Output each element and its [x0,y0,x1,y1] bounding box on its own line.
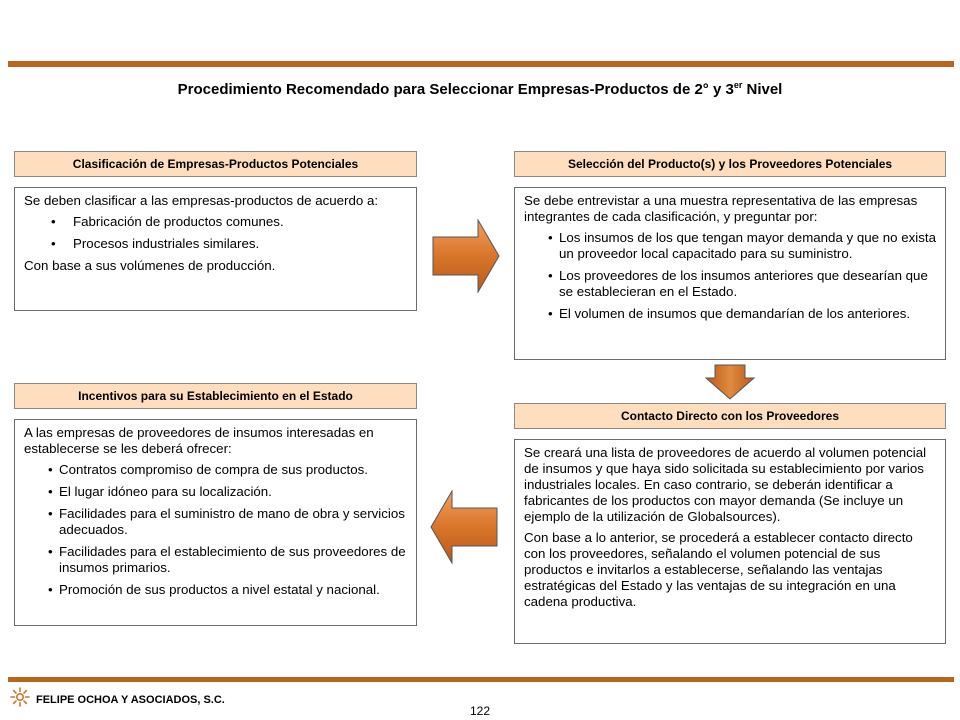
list-item: • Facilidades para el establecimiento de sus proveedores de insumos primarios. [48,544,407,576]
arrow-left-icon [430,490,498,564]
arrow-right-icon [432,219,500,293]
list-item: • Los insumos de los que tengan mayor demanda y que no exista un proveedor local capacitado para su suministro. [548,230,936,262]
contacto-box [514,439,946,644]
seleccion-header: Selección del Producto(s) y los Proveedores Potenciales [514,151,946,177]
clasificacion-outro: Con base a sus volúmenes de producción. [24,258,276,273]
seleccion-box [514,187,946,360]
contacto-header: Contacto Directo con los Proveedores [514,403,946,429]
page-number: 122 [469,704,491,718]
list-item: • Promoción de sus productos a nivel estatal y nacional. [48,582,407,598]
incentivos-intro: A las empresas de proveedores de insumos interesadas en establecerse se les deberá ofrecer: [24,425,374,456]
list-item: • Facilidades para el suministro de mano de obra y servicios adecuados. [48,506,407,538]
company-name: FELIPE OCHOA Y ASOCIADOS, S.C. [36,694,225,706]
list-item: • El volumen de insumos que demandarían de los anteriores. [548,306,936,322]
list-item: • El lugar idóneo para su localización. [48,484,407,500]
incentivos-header: Incentivos para su Establecimiento en el Estado [14,383,417,409]
list-item: • Contratos compromiso de compra de sus productos. [48,462,407,478]
list-item: • Procesos industriales similares. [51,236,407,252]
bottom-rule [8,677,954,682]
clasificacion-list [24,214,407,252]
list-item: • Los proveedores de los insumos anteriores que desearían que se establecieran en el Estado. [548,268,936,300]
contacto-para2: Con base a lo anterior, se procederá a establecer contacto directo con los proveedores, señalando el volumen potencial de sus productos e invitarlos a establecerse, señalando las ventajas estratégicas del Estado y las ventajas de su integración en una cadena productiva. [524,530,913,609]
page-title: Procedimiento Recomendado para Seleccionar Empresas-Productos de 2° y 3er Nivel [177,80,783,98]
incentivos-box [14,419,417,626]
clasificacion-header: Clasificación de Empresas-Productos Potenciales [14,151,417,177]
clasificacion-intro: Se deben clasificar a las empresas-productos de acuerdo a: [24,193,379,208]
seleccion-intro: Se debe entrevistar a una muestra representativa de las empresas integrantes de cada clasificación, y preguntar por: [524,193,918,224]
seleccion-list [524,230,936,322]
arrow-down-icon [705,364,755,400]
top-rule [8,61,954,67]
incentivos-list [24,462,407,598]
contacto-para1: Se creará una lista de proveedores de acuerdo al volumen potencial de insumos y que haya sido solicitada su establecimiento por varios industriales locales. En caso contrario, se deberán identificar a fabricantes de los productos con mayor demanda (Se incluye un ejemplo de la utilización de Globalsources). [524,445,927,524]
clasificacion-box [14,187,417,311]
list-item: • Fabricación de productos comunes. [51,214,407,230]
